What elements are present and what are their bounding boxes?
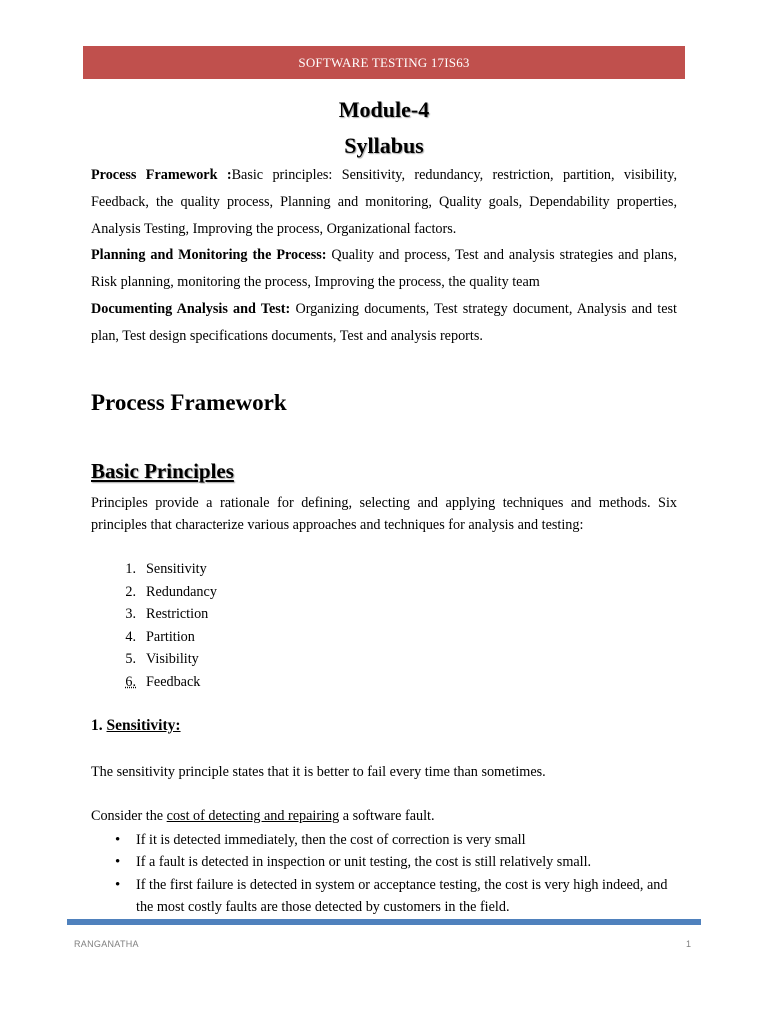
list-item: [110, 671, 217, 694]
header-bar: [83, 46, 685, 79]
list-item: [110, 626, 217, 649]
footer-author: RANGANATHA: [74, 939, 139, 949]
consider-line: [91, 808, 435, 825]
basic-principles-heading: Basic Principles: [91, 459, 234, 483]
syllabus-text: Organizing documents, Test strategy document, Analysis and test plan, Test design specifications documents, Test and analysis reports.: [91, 301, 677, 344]
sensitivity-heading: [91, 717, 181, 735]
syllabus-process-framework: [91, 162, 677, 243]
syllabus-title: Syllabus: [344, 133, 424, 158]
syllabus-documenting: [91, 296, 677, 350]
list-label: Sensitivity: [146, 561, 207, 577]
list-number: 1.: [125, 561, 136, 577]
list-number: 2.: [125, 583, 136, 600]
page-number: 1: [686, 939, 692, 949]
list-item: [115, 829, 680, 851]
bullet-text: If a fault is detected in inspection or unit testing, the cost is still relatively small.: [136, 854, 592, 871]
list-item: [110, 558, 217, 581]
consider-suffix: a software fault.: [339, 808, 435, 824]
syllabus-label: Planning and Monitoring the Process:: [91, 247, 327, 263]
list-label: Visibility: [146, 651, 199, 668]
consider-prefix: Consider the: [91, 808, 167, 824]
list-item: [110, 603, 217, 626]
header-title: SOFTWARE TESTING 17IS63: [298, 54, 470, 70]
cost-phrase: cost of detecting and repairing: [166, 808, 340, 824]
bullet-icon: [115, 874, 136, 919]
syllabus-planning-monitoring: [91, 242, 677, 296]
list-label: Redundancy: [146, 583, 217, 600]
footer-rule: [67, 919, 701, 925]
sensitivity-bullets: [115, 829, 680, 919]
list-number: 4.: [125, 628, 136, 645]
section-heading: Process Framework: [91, 390, 287, 415]
syllabus-label: Documenting Analysis and Test:: [91, 301, 291, 317]
list-number: 3.: [125, 606, 136, 623]
basic-principles-intro: Principles provide a rationale for defining, selecting and applying techniques and methods. Six principles that characterize various approaches and techniques for analysis and testing:: [91, 495, 677, 534]
list-label: Restriction: [146, 606, 209, 623]
list-label: Partition: [146, 628, 195, 645]
list-item: [115, 851, 680, 873]
sensitivity-statement: The sensitivity principle states that it is better to fail every time than sometimes.: [91, 764, 546, 780]
sensitivity-title: Sensitivity:: [106, 717, 181, 734]
syllabus-label: Process Framework :: [91, 167, 232, 183]
bullet-text: If it is detected immediately, then the cost of correction is very small: [136, 832, 526, 848]
module-title: Module-4: [338, 97, 430, 122]
syllabus-text: Basic principles: Sensitivity, redundancy, restriction, partition, visibility, Feedback, the quality process, Planning and monitoring, Quality goals, Dependability properties, Analysis Testing, Improving the process, Organizational factors.: [91, 167, 677, 237]
bullet-icon: [115, 851, 136, 873]
list-label: Feedback: [146, 673, 201, 690]
list-number: 5.: [125, 651, 136, 668]
principles-list: [110, 558, 217, 694]
bullet-text: If the first failure is detected in system or acceptance testing, the cost is very high indeed, and the most costly faults are those detected by customers in the field.: [136, 876, 668, 916]
list-item: [110, 581, 217, 604]
sensitivity-number: 1.: [91, 717, 107, 734]
list-item: [115, 874, 680, 919]
bullet-icon: [115, 829, 136, 851]
list-number: 6.: [125, 673, 136, 690]
list-item: [110, 648, 217, 671]
syllabus-text: Quality and process, Test and analysis strategies and plans, Risk planning, monitoring the process, Improving the process, the quality team: [91, 247, 678, 290]
